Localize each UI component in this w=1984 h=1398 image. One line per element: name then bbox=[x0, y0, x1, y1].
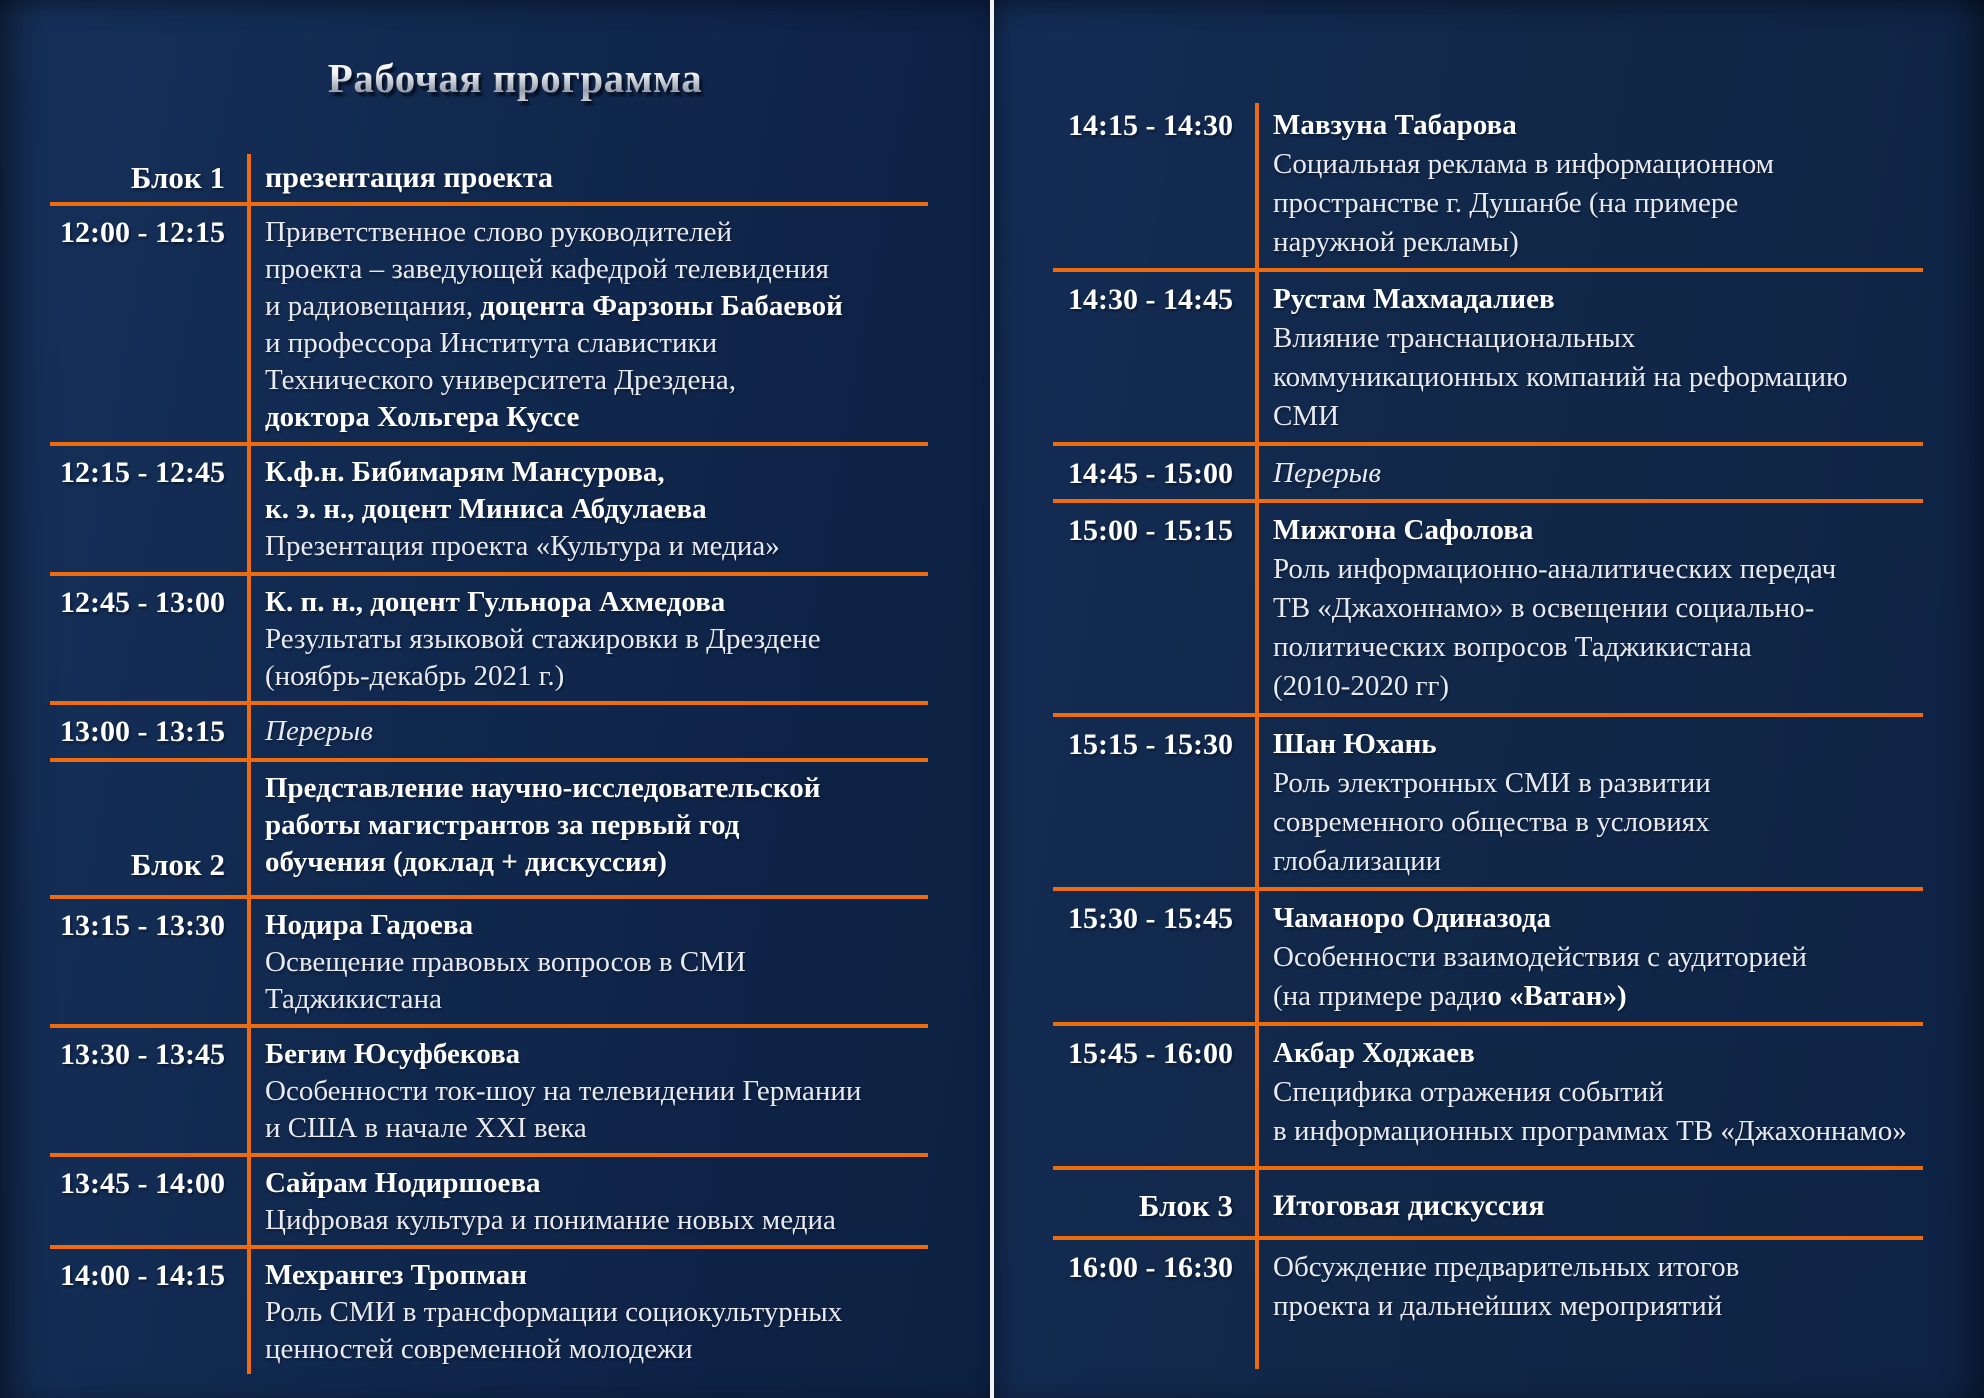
session-cell bbox=[1255, 1240, 1923, 1369]
session-line bbox=[265, 362, 928, 399]
time-cell: 14:15 - 14:30 bbox=[1068, 109, 1233, 142]
session-line bbox=[1273, 184, 1923, 223]
session-text: (2010-2020 гг) bbox=[1273, 670, 1450, 702]
session-text: Рустам Махмадалиев bbox=[1273, 283, 1555, 315]
session-line bbox=[1273, 842, 1923, 881]
session-line bbox=[1273, 899, 1923, 938]
schedule-row bbox=[50, 576, 928, 705]
session-cell bbox=[247, 154, 928, 202]
schedule-table-left bbox=[50, 154, 928, 1374]
schedule-row bbox=[1053, 1026, 1923, 1170]
session-line bbox=[1273, 725, 1923, 764]
session-text: (ноябрь-декабрь 2021 г.) bbox=[265, 660, 565, 692]
session-text: Мижгона Сафолова bbox=[1273, 514, 1534, 546]
session-cell bbox=[247, 1028, 928, 1153]
session-line bbox=[265, 454, 928, 491]
session-text: глобализации bbox=[1273, 845, 1442, 877]
session-text: Мавзуна Табарова bbox=[1273, 109, 1517, 141]
session-cell bbox=[1255, 717, 1923, 887]
session-line bbox=[265, 1036, 928, 1073]
time-cell: 15:15 - 15:30 bbox=[1068, 728, 1233, 761]
session-line bbox=[1273, 106, 1923, 145]
session-text: (на примере ради bbox=[1273, 980, 1488, 1012]
session-text: К.ф.н. Бибимарям Мансурова, bbox=[265, 456, 665, 488]
session-text: Роль информационно-аналитических передач bbox=[1273, 553, 1837, 585]
session-line bbox=[265, 770, 928, 807]
session-line bbox=[265, 214, 928, 251]
schedule-row bbox=[1053, 446, 1923, 503]
time-cell: 14:45 - 15:00 bbox=[1068, 457, 1233, 490]
schedule-row bbox=[1053, 272, 1923, 446]
session-text: проекта – заведующей кафедрой телевидения bbox=[265, 253, 830, 285]
session-line bbox=[1273, 1186, 1923, 1225]
session-line bbox=[265, 399, 928, 436]
session-text: Перерыв bbox=[265, 715, 373, 747]
session-cell bbox=[1255, 1170, 1923, 1236]
session-line bbox=[265, 1165, 928, 1202]
session-text: Презентация проекта «Культура и медиа» bbox=[265, 530, 780, 562]
time-cell: 12:15 - 12:45 bbox=[60, 456, 225, 489]
session-text: доктора Хольгера Куссе bbox=[265, 401, 580, 433]
time-cell: 14:30 - 14:45 bbox=[1068, 283, 1233, 316]
session-line bbox=[1273, 803, 1923, 842]
session-text: проекта и дальнейших мероприятий bbox=[1273, 1290, 1723, 1322]
session-text: Представление научно-исследовательской bbox=[265, 772, 821, 804]
session-line bbox=[1273, 1112, 1923, 1151]
session-line bbox=[1273, 454, 1923, 493]
session-text: и радиовещания, bbox=[265, 290, 481, 322]
session-text: современного общества в условиях bbox=[1273, 806, 1710, 838]
session-text: ценностей современной молодежи bbox=[265, 1333, 693, 1365]
session-cell bbox=[247, 899, 928, 1024]
session-line bbox=[1273, 145, 1923, 184]
session-line bbox=[265, 159, 928, 196]
time-cell: 13:30 - 13:45 bbox=[60, 1038, 225, 1071]
session-text: Сайрам Нодиршоева bbox=[265, 1167, 541, 1199]
session-text: Роль СМИ в трансформации социокультурных bbox=[265, 1296, 843, 1328]
session-line bbox=[1273, 1248, 1923, 1287]
session-line bbox=[265, 1257, 928, 1294]
session-line bbox=[1273, 1073, 1923, 1112]
session-text: обучения (доклад + дискуссия) bbox=[265, 846, 667, 878]
time-cell: 13:15 - 13:30 bbox=[60, 909, 225, 942]
block-label: Блок 3 bbox=[1138, 1188, 1233, 1223]
schedule-table-right bbox=[1053, 103, 1923, 1369]
session-line bbox=[265, 807, 928, 844]
session-line bbox=[1273, 764, 1923, 803]
page-title: Рабочая программа bbox=[76, 54, 954, 102]
session-text: и США в начале XXI века bbox=[265, 1112, 587, 1144]
session-cell bbox=[247, 206, 928, 442]
session-line bbox=[1273, 397, 1923, 436]
right-page bbox=[994, 0, 1984, 1398]
time-cell: 13:00 - 13:15 bbox=[60, 715, 225, 748]
session-line bbox=[265, 844, 928, 881]
session-line bbox=[1273, 628, 1923, 667]
session-text: Чаманоро Одиназода bbox=[1273, 902, 1552, 934]
session-text: Обсуждение предварительных итогов bbox=[1273, 1251, 1740, 1283]
session-text: работы магистрантов за первый год bbox=[265, 809, 740, 841]
session-cell bbox=[247, 1249, 928, 1374]
session-line bbox=[1273, 938, 1923, 977]
session-text: Таджикистана bbox=[265, 983, 442, 1015]
session-cell bbox=[247, 576, 928, 701]
time-cell: 15:45 - 16:00 bbox=[1068, 1037, 1233, 1070]
time-cell: 14:00 - 14:15 bbox=[60, 1259, 225, 1292]
session-text: Мехрангез Тропман bbox=[265, 1259, 528, 1291]
session-text: в информационных программах ТВ «Джахоннамо» bbox=[1273, 1115, 1907, 1147]
session-line bbox=[1273, 280, 1923, 319]
session-cell bbox=[247, 1157, 928, 1245]
time-cell: 13:45 - 14:00 bbox=[60, 1167, 225, 1200]
session-text: Влияние транснациональных bbox=[1273, 322, 1636, 354]
session-text: Бегим Юсуфбекова bbox=[265, 1038, 521, 1070]
schedule-row bbox=[50, 1249, 928, 1374]
schedule-row bbox=[1053, 1240, 1923, 1369]
session-line bbox=[265, 251, 928, 288]
session-text: Цифровая культура и понимание новых медиа bbox=[265, 1204, 836, 1236]
session-line bbox=[1273, 1034, 1923, 1073]
session-text: Особенности взаимодействия с аудиторией bbox=[1273, 941, 1807, 973]
schedule-row bbox=[50, 705, 928, 762]
schedule-row bbox=[1053, 717, 1923, 891]
session-line bbox=[265, 1073, 928, 1110]
session-cell bbox=[1255, 1026, 1923, 1166]
session-text: Специфика отражения событий bbox=[1273, 1076, 1664, 1108]
schedule-row bbox=[50, 1028, 928, 1157]
session-cell bbox=[247, 762, 928, 895]
time-cell: 16:00 - 16:30 bbox=[1068, 1251, 1233, 1284]
session-text: наружной рекламы) bbox=[1273, 226, 1519, 258]
schedule-row bbox=[1053, 891, 1923, 1026]
schedule-row bbox=[50, 206, 928, 446]
session-cell bbox=[247, 705, 928, 758]
session-line bbox=[265, 944, 928, 981]
session-cell bbox=[247, 446, 928, 572]
session-text: пространстве г. Душанбе (на примере bbox=[1273, 187, 1739, 219]
schedule-row bbox=[50, 1157, 928, 1249]
session-text: Освещение правовых вопросов в СМИ bbox=[265, 946, 746, 978]
schedule-row bbox=[50, 762, 928, 899]
session-text: Нодира Гадоева bbox=[265, 909, 474, 941]
session-line bbox=[1273, 667, 1923, 706]
session-line bbox=[265, 584, 928, 621]
session-text: СМИ bbox=[1273, 400, 1340, 432]
schedule-row bbox=[1053, 103, 1923, 272]
session-line bbox=[265, 1202, 928, 1239]
session-line bbox=[265, 1110, 928, 1147]
session-line bbox=[265, 288, 928, 325]
block-label: Блок 2 bbox=[130, 847, 225, 882]
session-text: ТВ «Джахоннамо» в освещении социально- bbox=[1273, 592, 1815, 624]
session-cell bbox=[1255, 272, 1923, 442]
session-line bbox=[265, 1331, 928, 1368]
session-text: К. п. н., доцент Гульнора Ахмедова bbox=[265, 586, 726, 618]
time-cell: 15:30 - 15:45 bbox=[1068, 902, 1233, 935]
session-cell bbox=[1255, 446, 1923, 499]
session-cell bbox=[1255, 103, 1923, 268]
session-line bbox=[1273, 511, 1923, 550]
session-line bbox=[265, 658, 928, 695]
session-cell bbox=[1255, 503, 1923, 713]
session-line bbox=[265, 491, 928, 528]
session-line bbox=[1273, 977, 1923, 1016]
session-text: Особенности ток-шоу на телевидении Германии bbox=[265, 1075, 862, 1107]
left-page bbox=[0, 0, 990, 1398]
session-text: Результаты языковой стажировки в Дрездене bbox=[265, 623, 821, 655]
schedule-row bbox=[50, 154, 928, 206]
schedule-row bbox=[50, 446, 928, 576]
session-line bbox=[265, 325, 928, 362]
session-line bbox=[1273, 550, 1923, 589]
session-line bbox=[1273, 358, 1923, 397]
schedule-row bbox=[50, 899, 928, 1028]
session-cell bbox=[1255, 891, 1923, 1022]
session-line bbox=[265, 528, 928, 565]
session-text: Итоговая дискуссия bbox=[1273, 1189, 1545, 1222]
session-text: политических вопросов Таджикистана bbox=[1273, 631, 1752, 663]
session-text: Перерыв bbox=[1273, 457, 1381, 489]
session-line bbox=[265, 981, 928, 1018]
session-line bbox=[265, 907, 928, 944]
schedule-row bbox=[1053, 1170, 1923, 1240]
session-line bbox=[1273, 1287, 1923, 1326]
session-line bbox=[1273, 589, 1923, 628]
session-line bbox=[1273, 223, 1923, 262]
session-text: Роль электронных СМИ в развитии bbox=[1273, 767, 1711, 799]
block-label: Блок 1 bbox=[130, 160, 225, 195]
session-text: доцента Фарзоны Бабаевой bbox=[480, 290, 843, 322]
session-text: Шан Юхань bbox=[1273, 728, 1437, 760]
session-text: о «Ватан») bbox=[1487, 980, 1627, 1012]
session-text: Технического университета Дрездена, bbox=[265, 364, 736, 396]
time-cell: 12:00 - 12:15 bbox=[60, 216, 225, 249]
session-text: Приветственное слово руководителей bbox=[265, 216, 733, 248]
session-text: Акбар Ходжаев bbox=[1273, 1037, 1475, 1069]
session-line bbox=[265, 713, 928, 750]
session-line bbox=[265, 1294, 928, 1331]
session-text: презентация проекта bbox=[265, 161, 554, 194]
session-text: к. э. н., доцент Миниса Абдулаева bbox=[265, 493, 707, 525]
session-line bbox=[1273, 319, 1923, 358]
session-text: Социальная реклама в информационном bbox=[1273, 148, 1775, 180]
session-text: и профессора Института славистики bbox=[265, 327, 718, 359]
time-cell: 15:00 - 15:15 bbox=[1068, 514, 1233, 547]
session-line bbox=[265, 621, 928, 658]
session-text: коммуникационных компаний на реформацию bbox=[1273, 361, 1848, 393]
schedule-row bbox=[1053, 503, 1923, 717]
time-cell: 12:45 - 13:00 bbox=[60, 586, 225, 619]
